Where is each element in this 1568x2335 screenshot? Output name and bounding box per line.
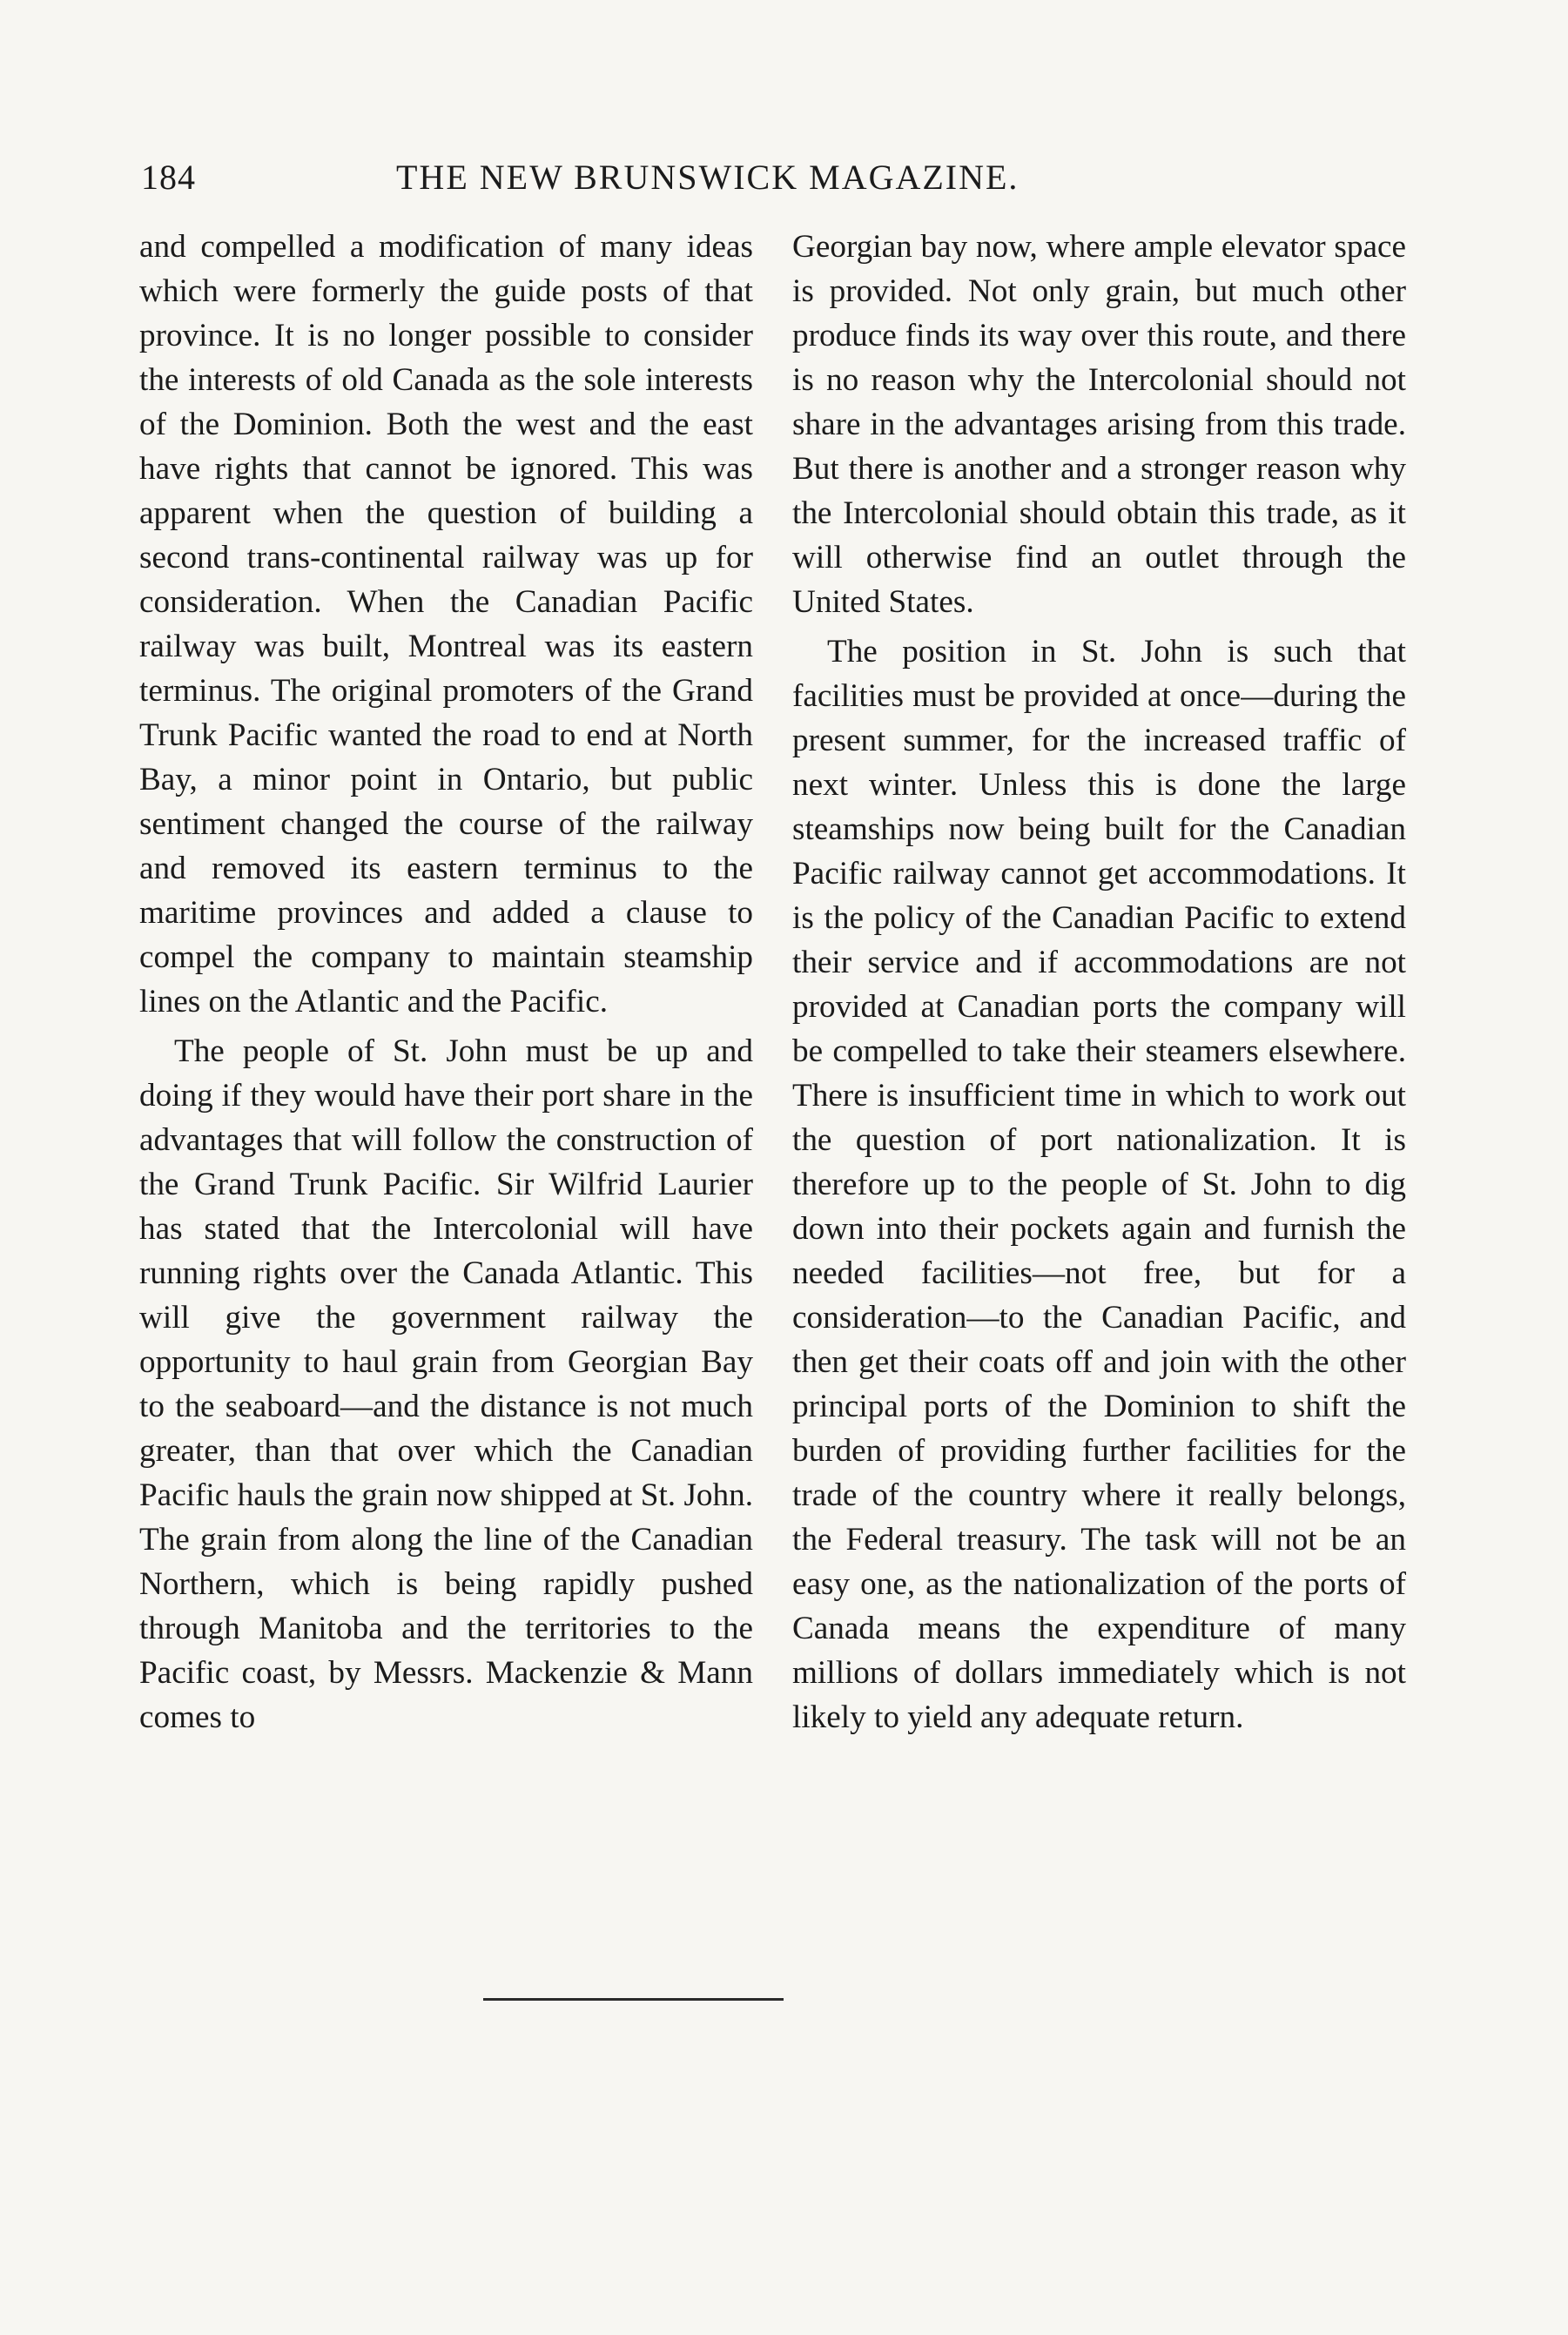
running-title: THE NEW BRUNSWICK MAGAZINE. — [396, 158, 1020, 197]
page-header — [131, 157, 1419, 218]
paragraph: and compelled a modification of many ideas which were formerly the guide posts of that province. It is no longer possible to consider the interests of old Canada as the sole interests of the Dominion. Both the west and the east have rights that cannot be ignored. This was apparent when the question of building a second trans-continental railway was up for consideration. When the Canadian Pacific railway was built, Montreal was its eastern terminus. The original promoters of the Grand Trunk Pacific wanted the road to end at North Bay, a minor point in Ontario, but public sentiment changed the course of the railway and removed its eastern terminus to the maritime provinces and added a clause to compel the company to maintain steamship lines on the Atlantic and the Pacific. — [139, 229, 753, 1019]
magazine-page — [131, 148, 1419, 2220]
left-column — [139, 225, 753, 1745]
paragraph: The position in St. John is such that facilities must be provided at once—during the present summer, for the increased traffic of next winter. Unless this is done the large steamships now being built for the Canadian Pacific railway cannot get accommodations. It is the policy of the Canadian Pacific to extend their service and if accommodations are not provided at Canadian ports the company will be compelled to take their steamers elsewhere. There is insufficient time in which to work out the question of port nationalization. It is therefore up to the people of St. John to dig down into their pockets again and furnish the needed facilities—not free, but for a consideration—to the Canadian Pacific, and then get their coats off and join with the other principal ports of the Dominion to shift the burden of providing further facilities for the trade of the country where it really belongs, the Federal treasury. The task will not be an easy one, as the nationalization of the ports of Canada means the expenditure of many millions of dollars immediately which is not likely to yield any adequate return. — [792, 634, 1406, 1735]
page-number: 184 — [141, 158, 196, 197]
paragraph: The people of St. John must be up and doing if they would have their port share in the advantages that will follow the construction of the Grand Trunk Pacific. Sir Wilfrid Laurier has stated that the Intercolonial will have running rights over the Canada Atlantic. This will give the government railway the opportunity to haul grain from Georgian Bay to the seaboard—and the distance is not much greater, than that over which the Canadian Pacific hauls the grain now shipped at St. John. The grain from along the line of the Canadian Northern, which is being rapidly pushed through Manitoba and the territories to the Pacific coast, by Messrs. Mackenzie & Mann comes to — [139, 1033, 753, 1735]
paragraph: Georgian bay now, where ample elevator space is provided. Not only grain, but much other produce finds its way over this route, and there is no reason why the Intercolonial should not share in the advantages arising from this trade. But there is another and a stronger reason why the Intercolonial should obtain this trade, as it will otherwise find an outlet through the United States. — [792, 229, 1406, 620]
right-column — [792, 225, 1406, 1745]
end-of-article-rule — [483, 1998, 784, 2001]
